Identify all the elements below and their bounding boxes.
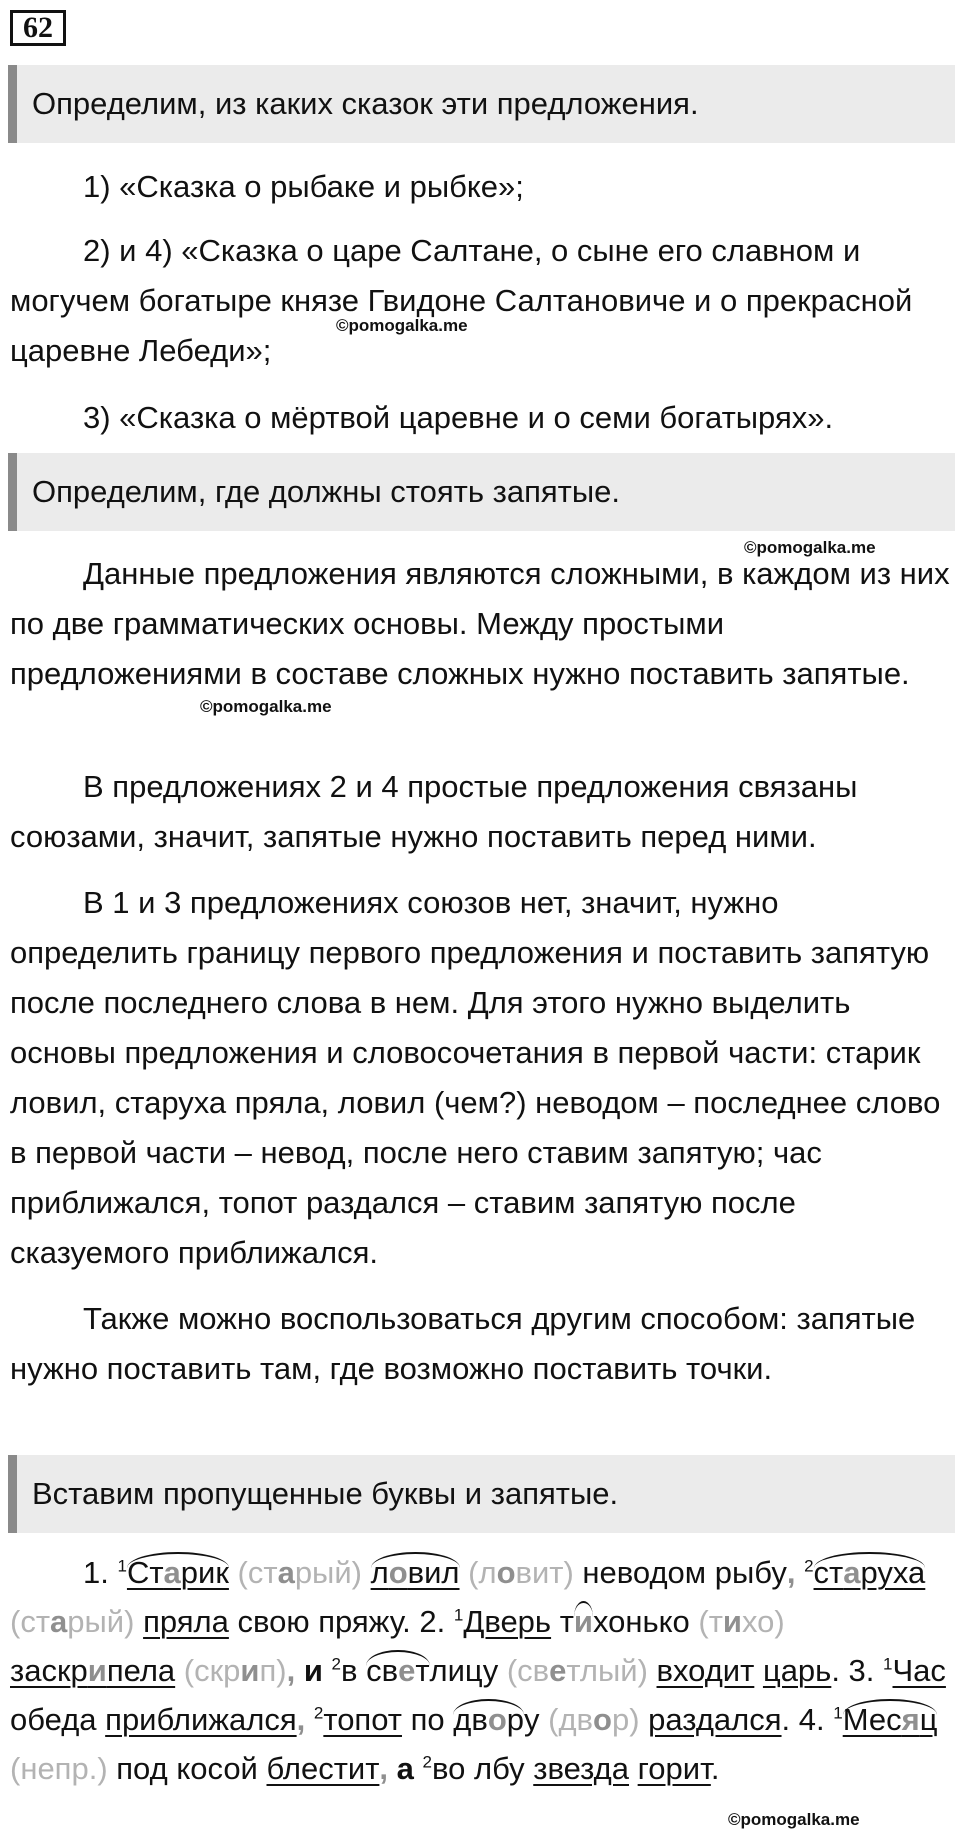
paragraph-conjunctions: В предложениях 2 и 4 простые предложения связаны союзами, значит, запятые нужно поставить перед ними. [10,769,858,854]
watermark: ©pomogalka.me [200,697,332,716]
task-number: 62 [10,10,66,46]
section-heading-fairy-tales: Определим, из каких сказок эти предложения. [8,65,955,143]
exercise-text: 1. $^1$Старик (старый) ловил (ловит) неводом рыбу, $^2$старуха (старый) пряла свою пряжу. 2. $^1$Дверь ти хонько (тихо) заскрипела (скрип), и $^2$в свет лицу (светлый) входит царь. 3. $^1$Час обеда приближался, $^2$топот по двор у (двор) раздался. 4. $^1$Месяц (непр.) под косой блестит, а $^2$во лбу звезда горит. [10,1548,950,1793]
watermark: ©pomogalka.me [728,1810,860,1829]
list-item-3: 3) «Сказка о мёртвой царевне и о семи богатырях». [83,400,834,435]
paragraph-complex-sentences: Данные предложения являются сложными, в каждом из них по две грамматических основы. Между простыми предложениями в составе сложных нужно поставить запятые. [10,556,950,691]
section-heading-letters: Вставим пропущенные буквы и запятые. [8,1455,955,1533]
list-item-1: 1) «Сказка о рыбаке и рыбке»; [83,169,524,204]
list-item-2: 2) и 4) «Сказка о царе Салтане, о сыне его славном и могучем богатыре князе Гвидоне Салтановиче и о прекрасной царевне Лебеди»; [10,233,913,368]
paragraph-other-method: Также можно воспользоваться другим способом: запятые нужно поставить там, где возможно поставить точки. [10,1301,916,1386]
section-heading-commas: Определим, где должны стоять запятые. [8,453,955,531]
watermark: ©pomogalka.me [336,316,468,335]
watermark: ©pomogalka.me [744,538,876,557]
paragraph-boundary: В 1 и 3 предложениях союзов нет, значит, нужно определить границу первого предложения и поставить запятую после последнего слова в нем. Для этого нужно выделить основы предложения и словосочетания в первой части: старик ловил, старуха пряла, ловил (чем?) неводом – последнее слово в первой части – невод, после него ставим запятую; час приближался, топот раздался – ставим запятую после сказуемого приближался. [10,885,941,1270]
